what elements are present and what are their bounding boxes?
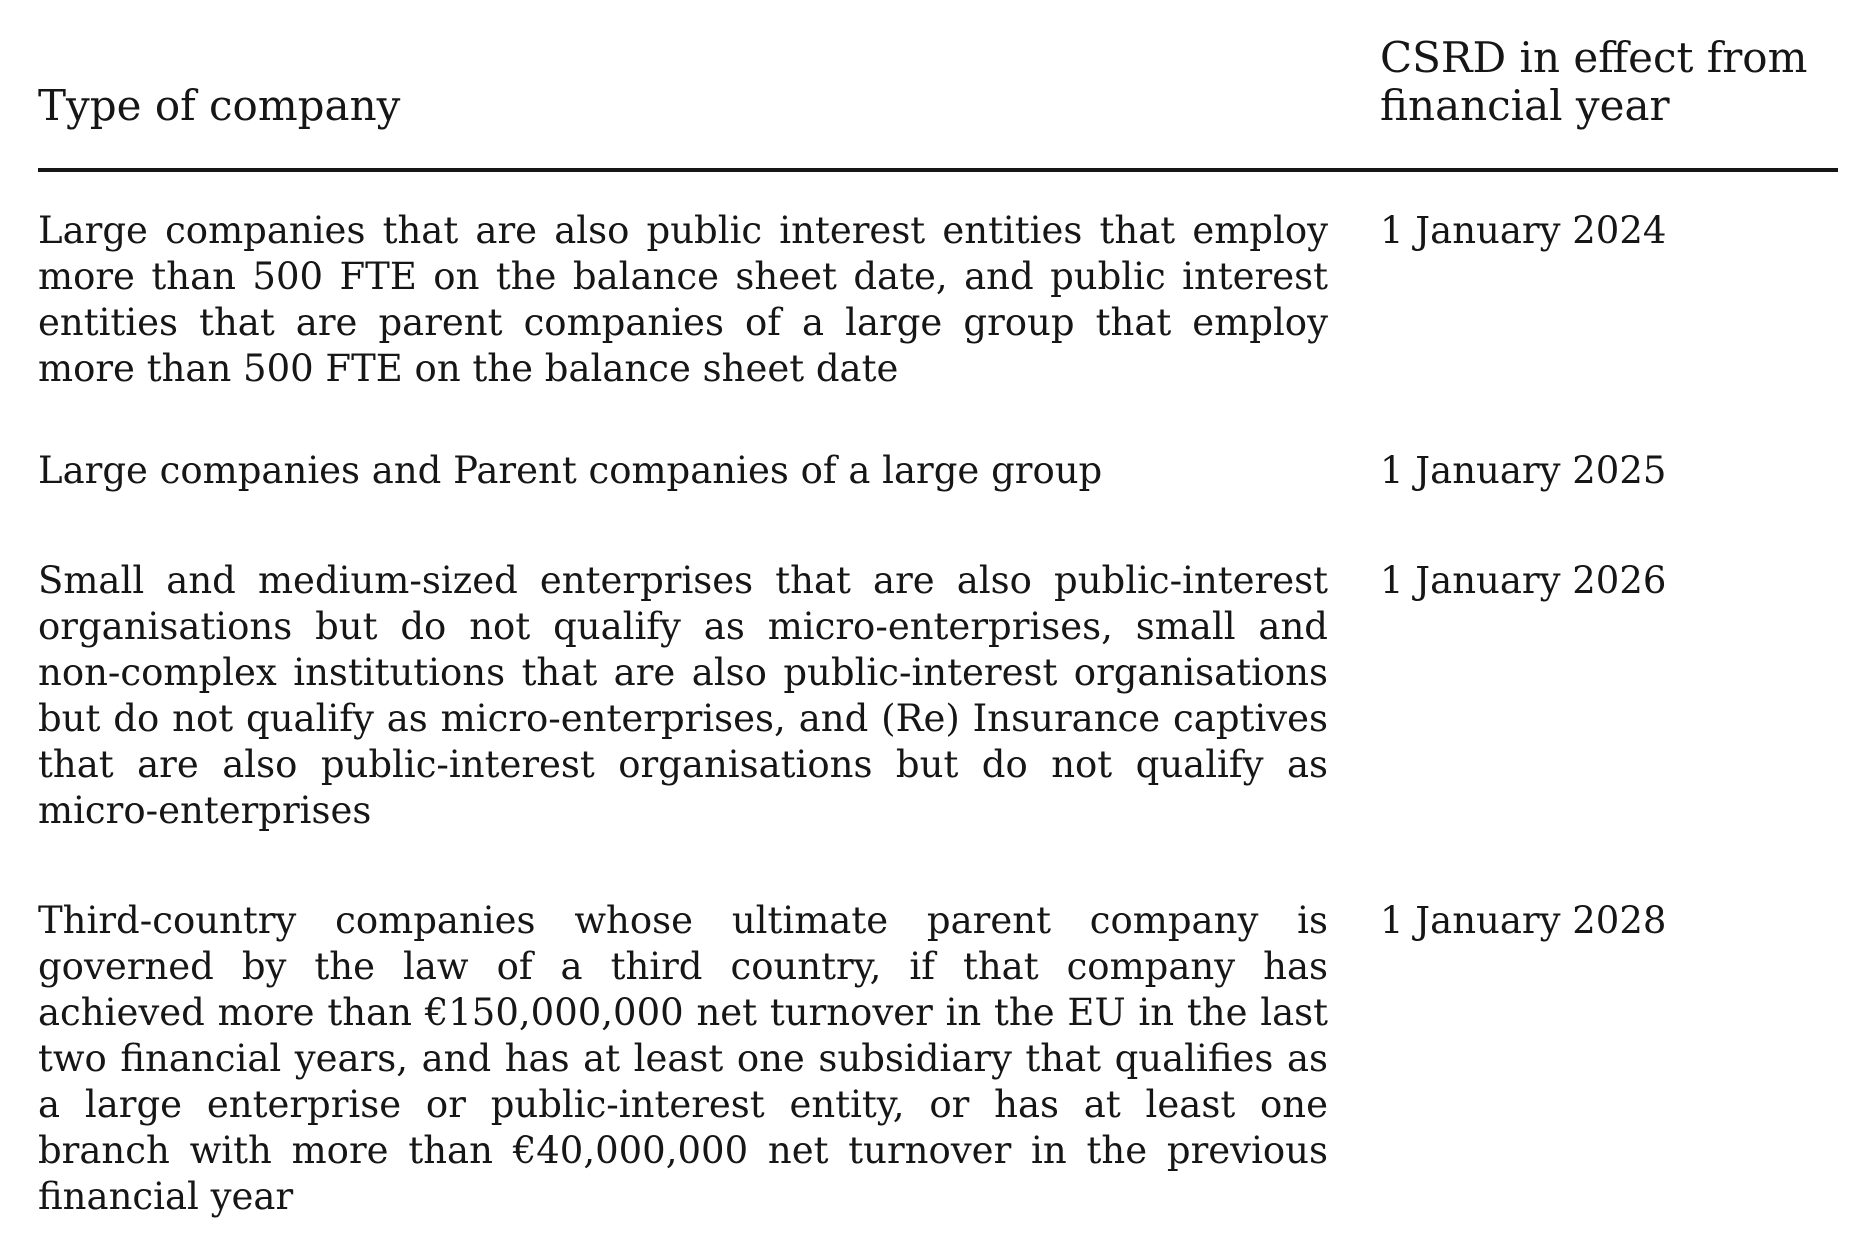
table-row <box>38 448 1838 494</box>
company-type-cell: Large companies that are also public interest entities that employ more than 500 FTE on the balance sheet date, and public interest entities that are parent companies of a large group that employ more than 500 FTE on the balance sheet date <box>38 209 1328 390</box>
company-type-cell: Large companies and Parent companies of a large group <box>38 449 1103 492</box>
table-row <box>38 208 1838 392</box>
effective-date-cell: 1 January 2024 <box>1380 209 1667 252</box>
header-csrd-effective-year: CSRD in effect from financial year <box>1380 33 1808 130</box>
effective-date-cell: 1 January 2028 <box>1380 899 1667 942</box>
header-type-of-company: Type of company <box>38 81 401 130</box>
company-type-cell: Small and medium-sized enterprises that are also public-interest organisations but do not qualify as micro-enterprises, small and non-complex institutions that are also public-interest organisations but do not qualify as micro-enterprises, and (Re) Insurance captives that are also public-interest organisations but do not qualify as micro-enterprises <box>38 559 1328 832</box>
company-type-cell: Third-country companies whose ultimate parent company is governed by the law of a third country, if that company has achieved more than €150,000,000 net turnover in the EU in the last two financial years, and has at least one subsidiary that qualifies as a large enterprise or public-interest entity, or has at least one branch with more than €40,000,000 net turnover in the previous financial year <box>38 899 1328 1218</box>
table-row <box>38 558 1838 834</box>
table-header <box>38 28 1838 172</box>
effective-date-cell: 1 January 2026 <box>1380 559 1667 602</box>
effective-date-cell: 1 January 2025 <box>1380 449 1667 492</box>
table-row <box>38 898 1838 1220</box>
csrd-timeline-table <box>38 28 1838 1220</box>
